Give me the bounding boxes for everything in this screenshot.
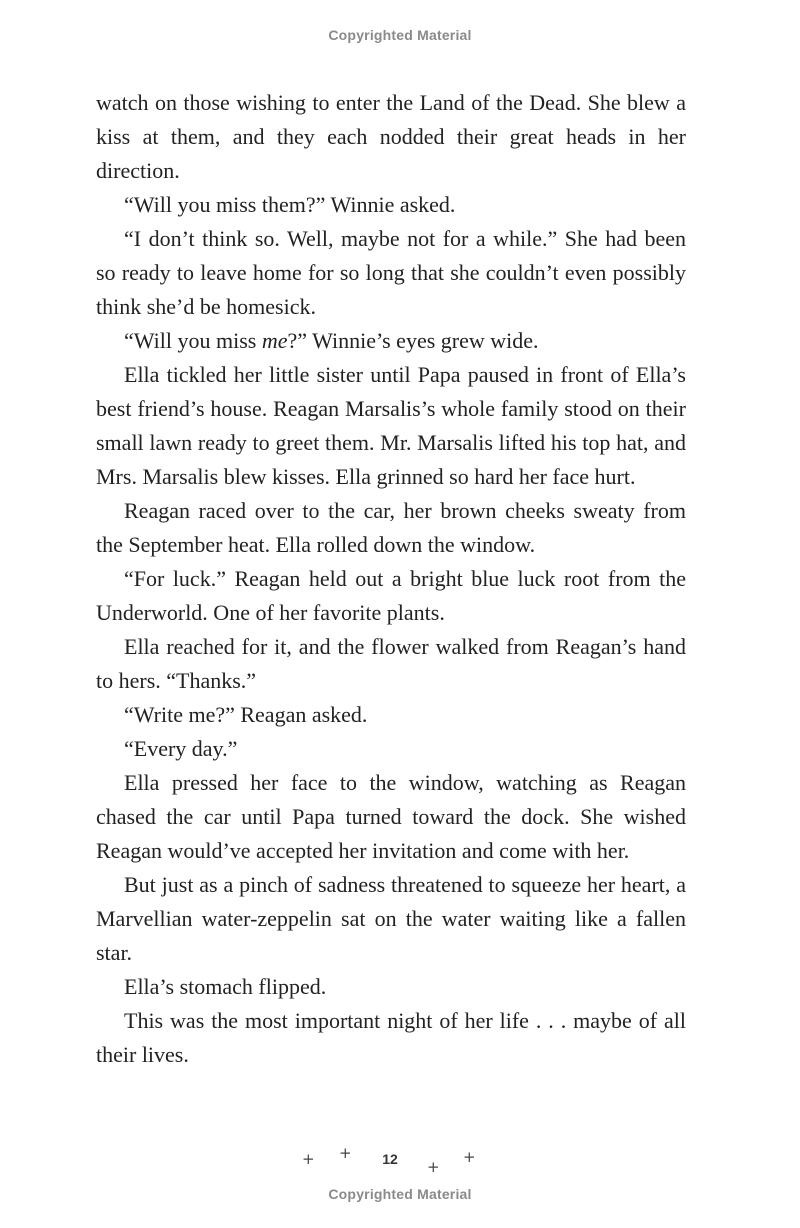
paragraph: Ella pressed her face to the window, watching as Reagan chased the car until Papa turned toward the dock. She wished Reagan would’ve accepted her invitation and come with her.: [96, 770, 686, 863]
paragraph: Reagan raced over to the car, her brown cheeks sweaty from the September heat. Ella rolled down the window.: [96, 498, 686, 557]
sparkle-icon: +: [339, 1144, 352, 1162]
sparkle-icon: +: [427, 1158, 440, 1176]
paragraph: “Will you miss them?” Winnie asked.: [124, 192, 456, 217]
paragraph-text: “Will you miss: [124, 328, 262, 353]
paragraph: “Write me?” Reagan asked.: [124, 702, 368, 727]
page-footer: [0, 1146, 800, 1182]
page-body: [96, 86, 686, 1072]
paragraph: Ella reached for it, and the flower walked from Reagan’s hand to hers. “Thanks.”: [96, 634, 686, 693]
paragraph: watch on those wishing to enter the Land of the Dead. She blew a kiss at them, and they each nodded their great heads in her direction.: [96, 90, 686, 183]
paragraph-text: ?” Winnie’s eyes grew wide.: [287, 328, 539, 353]
page-number: 12: [382, 1151, 398, 1167]
paragraph: [96, 324, 686, 358]
paragraph: Ella tickled her little sister until Papa paused in front of Ella’s best friend’s house. Reagan Marsalis’s whole family stood on their small lawn ready to greet them. Mr. Marsalis lifted his top hat, and Mrs. Marsalis blew kisses. Ella grinned so hard her face hurt.: [96, 362, 686, 489]
copyright-watermark-bottom: Copyrighted Material: [328, 1186, 472, 1202]
sparkle-icon: +: [302, 1150, 315, 1168]
paragraph: “Every day.”: [124, 736, 238, 761]
paragraph: “I don’t think so. Well, maybe not for a while.” She had been so ready to leave home for so long that she couldn’t even possibly think she’d be homesick.: [96, 226, 686, 319]
paragraph: This was the most important night of her life . . . maybe of all their lives.: [96, 1008, 686, 1067]
paragraph: Ella’s stomach flipped.: [124, 974, 327, 999]
emphasis-text: me: [261, 328, 288, 353]
paragraph: “For luck.” Reagan held out a bright blue luck root from the Underworld. One of her favorite plants.: [96, 566, 686, 625]
sparkle-icon: +: [463, 1148, 476, 1166]
paragraph: But just as a pinch of sadness threatened to squeeze her heart, a Marvellian water-zeppelin sat on the water waiting like a fallen star.: [96, 872, 686, 965]
copyright-watermark-top: Copyrighted Material: [328, 27, 472, 43]
